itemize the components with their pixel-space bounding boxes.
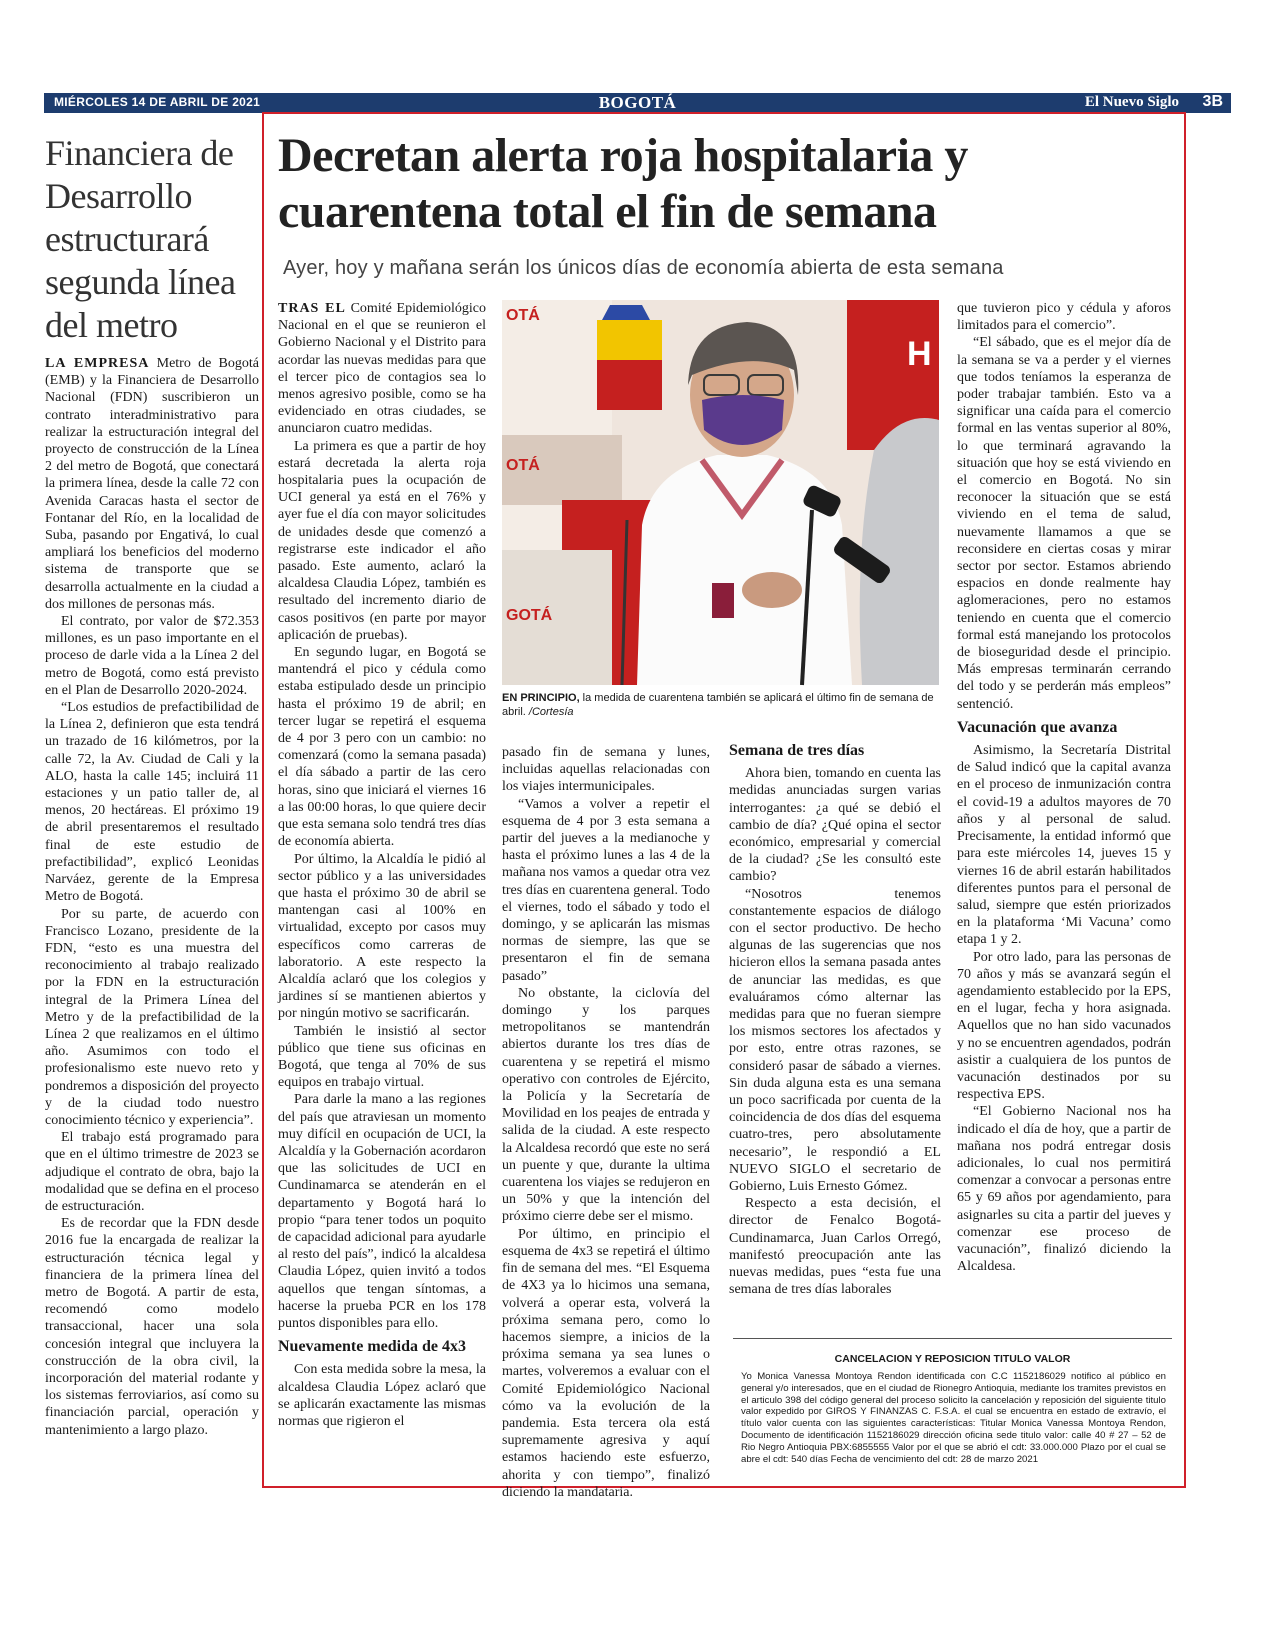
paragraph: Para darle la mano a las regiones del país que atraviesan un momento muy difícil en ocupación de UCI, la Alcaldía y la Gobernación acordaron que las solicitudes de UCI en Cundinamarca se atenderán en el departamento y Bogotá hará lo propio “para tener todos un poquito de capacidad adicional para ayudarle al resto del país”, indicó la alcaldesa Claudia López, quien invitó a todos aquellos que tengan síntomas, a hacerse la prueba PCR en los 178 puntos disponibles para ello. — [278, 1092, 486, 1331]
notice-body: Yo Monica Vanessa Montoya Rendon identificada con C.C 1152186029 notifico al público en general y/o interesados, que en el ciudad de Rionegro Antioquia, mediante los tramites previstos en el articulo 398 del código general del proceso solicito la cancelación y reposición del siguiente titulo valor expedido por GIROS Y FINANZAS C. F.S.A. el cual se encuentra en estado de extravío, el título valor cuenta con las siguientes características: Titular Monica Vanessa Montoya Rendon, Documento de identificación 1152186029 dirección oficina sede titulo valor: calle 40 # 27 – 52 de Rio Negro Antioquia PBX:6855555 Valor por el que se abrió el cdt: 33.000.000 Plazo por el cual se abre el cdt: 540 días Fecha de vencimiento del cdt: 28 de marzo 2021 — [741, 1371, 1166, 1465]
paragraph: Ahora bien, tomando en cuenta las medidas anunciadas surgen varias interrogantes: ¿a qué se debió el cambio de día? ¿Qué opina el sector económico, empresarial y comercial de la ciudad? ¿Se les consultó este cambio? — [729, 766, 941, 885]
paragraph: El trabajo está programado para que en el último trimestre de 2023 se adjudique el contrato de obra, bajo la modalidad que se defina en el proceso de estructuración. — [45, 1130, 259, 1214]
caption-text: la medida de cuarentena también se aplicará el último fin de semana de abril. — [502, 692, 934, 718]
page-header — [44, 93, 1231, 113]
main-column-3 — [729, 736, 941, 1336]
paragraph: Con esta medida sobre la mesa, la alcaldesa Claudia López aclaró que se aplicarán exactamente las mismas normas que rigieron el — [278, 1362, 486, 1429]
paragraph: “El sábado, que es el mejor día de la semana se va a perder y el viernes que todos teníamos la esperanza de poder trabajar también. Esto va a significar una caída para el comercio formal en las ventas superior al 80%, lo que terminará agravando la situación que hoy se está viviendo en el comercio en Bogotá. No sin reconocer la situación que se está viviendo en el tema de salud, nuevamente llamamos a que se reconsidere en ciertas cosas y mirar sector por sector. Estamos abriendo espacios en donde realmente hay aglomeraciones, pero no estamos teniendo en cuenta que el comercio formal está manejando los protocolos de bioseguridad desde el principio. Más empresas terminarán cerrando del todo y se perderán más empleos” sentenció. — [957, 335, 1171, 712]
paragraph: También le insistió al sector público que tiene sus oficinas en Bogotá, que tenga al 70% de sus equipos en trabajo virtual. — [278, 1023, 486, 1091]
page-number: 3B — [1202, 93, 1223, 110]
paragraph: “El Gobierno Nacional nos ha indicado el día de hoy, que a partir de mañana nos podrá entregar dosis adicionales, lo cual nos permitirá comenzar a convocar a personas entre 65 y 69 años por agendamiento, para asignarles su cita a partir del jueves y comenzar ese proceso de vacunación”, finalizó diciendo la Alcaldesa. — [957, 1104, 1171, 1275]
main-headline: Decretan alerta roja hospitalaria y cuarentena total el fin de semana — [278, 129, 968, 238]
paragraph: Por su parte, de acuerdo con Francisco Lozano, presidente de la FDN, “esto es una muestra del reconocimiento al trabajo realizado por la FDN en la estructuración integral de la Primera Línea del Metro y de la prefactibilidad de la Línea 2 que realizamos en el último año. Asumimos con todo el profesionalismo este nuevo reto y pondremos a disposición del proyecto y de la ciudad todo nuestro conocimiento técnico y experiencia”. — [45, 906, 259, 1128]
side-article-title: Financiera de Desarrollo estructurará segunda línea del metro — [45, 133, 236, 345]
paragraph: Asimismo, la Secretaría Distrital de Salud indicó que la capital avanza en el proceso de inmunización contra el covid-19 a adultos mayores de 70 años y al personal de salud. Precisamente, la entidad informó que para este miércoles 14, jueves 15 y viernes 16 de abril estarán habilitados diferentes puntos para el personal de salud, siempre que estén priorizados en la plataforma ‘Mi Vacuna’ como etapa 1 y 2. — [957, 743, 1171, 948]
subheading: Vacunación que avanza — [957, 718, 1118, 736]
paragraph: “Los estudios de prefactibilidad de la Línea 2, definieron que esta tendrá un trazado de 16 kilómetros, por la calle 72, la Av. Ciudad de Cali y la ALO, hasta la calle 145; incluirá 11 estaciones y un patio taller de, al menos, 20 hectáreas. El próximo 19 de abril presentaremos el resultado final de este estudio de prefactibilidad”, explicó Leonidas Narváez, gerente de la Empresa Metro de Bogotá. — [45, 700, 259, 905]
paragraph: Por otro lado, para las personas de 70 años y más se avanzará según el agendamiento establecido por la EPS, en el lugar, fecha y hora asignada. Aquellos que no han sido vacunados y no se encuentren agendados, podrán asistir a cualquiera de los puntos de vacunación destinados por su respectiva EPS. — [957, 949, 1171, 1103]
paragraph: “Nosotros tenemos constantemente espacios de diálogo con el sector productivo. De hecho algunas de las sugerencias que nos hicieron ellos la semana pasada antes de anunciar las medidas, es que evaluáramos cómo alternar las medidas para que no fueran siempre los mismos sectores los afectados y por esto, entre otras razones, se consideró pasar de sábado a viernes. Sin duda alguna esta es una semana un poco sacrificada por cuenta de la coincidencia de dos días del esquema cuatro-tres, pero absolutamente necesario”, le respondió a EL NUEVO SIGLO el secretario de Gobierno, Luis Ernesto Gómez. — [729, 886, 941, 1195]
section-title: BOGOTÁ — [598, 93, 677, 112]
caption-lead: EN PRINCIPIO, — [502, 692, 580, 704]
photo-caption — [502, 691, 939, 719]
article-photo — [502, 300, 939, 685]
photo-illustration — [502, 300, 939, 685]
paragraph: LA EMPRESA Metro de Bogotá (EMB) y la Financiera de Desarrollo Nacional (FDN) suscribieron un contrato interadministrativo para realizar la estructuración integral del proyecto de construcción de la Línea 2 del metro de Bogotá, que conectará la primera línea, desde la calle 72 con Avenida Caracas hasta el sector de Fontanar del Río, en la localidad de Suba, pasando por Engativá, lo cual ampliará los beneficios del moderno sistema de transporte que se desarrolla actualmente en la ciudad a dos millones de personas más. — [45, 356, 259, 612]
caption-credit: /Cortesía — [525, 706, 574, 718]
paragraph: El contrato, por valor de $72.353 millones, es un paso importante en el proceso de darle vida a la Línea 2 del metro de Bogotá, como está previsto en el Plan de Desarrollo 2020-2024. — [45, 614, 259, 698]
main-column-2 — [502, 744, 710, 1500]
notice-title: CANCELACION Y REPOSICION TITULO VALOR — [834, 1353, 1071, 1365]
side-article-body — [45, 355, 259, 1535]
sign-text: OTÁ — [506, 307, 540, 324]
subheading: Nuevamente medida de 4x3 — [278, 1338, 466, 1356]
paragraph: Por último, en principio el esquema de 4x3 se repetirá el último fin de semana del mes. “El Esquema de 4X3 ya lo hicimos una semana, volverá a operar esta, volverá la próxima semana pero, como lo hacemos siempre, a inicios de la próxima semana ya sea lunes o martes, volveremos a evaluar con el Comité Epidemiológico Nacional cómo va la evolución de la pandemia. Esta tercera ola está supremamente agresiva y aquí estamos haciendo este esfuerzo, ahorita y con tiempo”, finalizó diciendo la mandataria. — [502, 1226, 710, 1500]
main-column-1 — [278, 300, 486, 1485]
paragraph: En segundo lugar, en Bogotá se mantendrá el pico y cédula como estaba estipulado desde un principio hasta el próximo 19 de abril; en tercer lugar se repetirá el esquema de 4 por 3 pero con un cambio: no comenzará (como la semana pasada) el día sábado a partir de las cero horas, sino que iniciará el viernes 16 a las 00:00 horas, lo que quiere decir que esta semana solo tendrá tres días de economía abierta. — [278, 645, 486, 850]
lead-in: LA EMPRESA — [45, 356, 150, 371]
paragraph: Por último, la Alcaldía le pidió al sector público y a las universidades que hasta el próximo 30 de abril se mantengan casi al 100% en virtualidad, excepto por casos muy específicos como carreras de laboratorio. A este respecto la Alcaldía aclaró que los colegios y jardines sí se mantienen abiertos y por ningún motivo se sacrificarán. — [278, 851, 486, 1022]
main-deck: Ayer, hoy y mañana serán los únicos días de economía abierta de esta semana — [283, 257, 1004, 279]
newspaper-name: El Nuevo Siglo — [1084, 94, 1179, 110]
paragraph: pasado fin de semana y lunes, incluidas aquellas relacionadas con los viajes intermunicipales. — [502, 745, 710, 795]
paragraph: TRAS EL Comité Epidemiológico Nacional en el que se reunieron el Gobierno Nacional y el Distrito para acordar las nuevas medidas para que el tercer pico de contagios sea lo menos agresivo posible, como se ha evidenciado en otras ciudades, se anunciaron cuatro medidas. — [278, 301, 486, 437]
paragraph: “Vamos a volver a repetir el esquema de 4 por 3 esta semana a partir del jueves a la medianoche y hasta el próximo lunes a las 4 de la mañana nos vamos a quedar otra vez tres días en cuarentena general. Todo el viernes, todo el sábado y todo el domingo, y se aplicarán las mismas normas de siempre, las que se presentaron el fin de semana pasado” — [502, 796, 710, 984]
sign-text: H — [907, 335, 932, 373]
subheading: Semana de tres días — [729, 742, 865, 759]
paragraph: que tuvieron pico y cédula y aforos limitados para el comercio”. — [957, 301, 1171, 334]
issue-date: MIÉRCOLES 14 DE ABRIL DE 2021 — [54, 95, 261, 109]
sign-text: GOTÁ — [506, 607, 553, 624]
lead-in: TRAS EL — [278, 301, 346, 316]
main-column-4 — [957, 300, 1171, 1330]
sign-text: OTÁ — [506, 457, 540, 474]
legal-notice — [733, 1338, 1172, 1480]
paragraph: No obstante, la ciclovía del domingo y los parques metropolitanos se mantendrán abiertos durante los tres días de cuarentena y se repetirá el mismo operativo con controles de Ejército, la Policía y la Secretaría de Movilidad en los peajes de entrada y salida de la ciudad. A este respecto la Alcaldesa recordó que este no será un puente y que, durante la ultima cuarentena los viajes se redujeron en un 50% y que la intención del próximo cierre debe ser el mismo. — [502, 985, 710, 1225]
paragraph: La primera es que a partir de hoy estará decretada la alerta roja hospitalaria pues la ocupación de UCI general ya está en el 76% y ayer fue el día con mayor solicitudes de unidades desde que comenzó a registrarse este indicador el año pasado. Este aumento, aclaró la alcaldesa Claudia López, también es resultado del incremento diario de casos positivos (en parte por mayor aplicación de pruebas). — [278, 438, 486, 643]
paragraph: Es de recordar que la FDN desde 2016 fue la encargada de realizar la estructuración técnica legal y financiera de la primera línea del metro de Bogotá. A partir de esta, recomendó como modelo transaccional, hacer una sola concesión integral que incluyera la construcción de la obra civil, la incorporación del material rodante y los sistemas ferroviarios, así como su financiación parcial, operación y mantenimiento a largo plazo. — [45, 1216, 259, 1438]
paragraph: Respecto a esta decisión, el director de Fenalco Bogotá-Cundinamarca, Juan Carlos Orregó, manifestó preocupación ante las nuevas medidas, pues “esta fue una semana de tres días laborales — [729, 1196, 941, 1298]
